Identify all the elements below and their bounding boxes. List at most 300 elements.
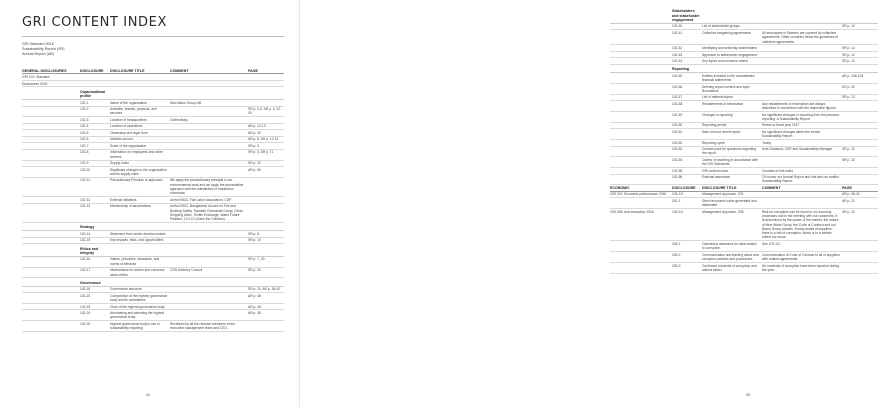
standard-cell: [22, 178, 80, 195]
comment-cell: [170, 75, 248, 79]
disclosure-cell: 102-8: [80, 150, 89, 155]
comment-cell: [762, 9, 842, 22]
standard-cell: [610, 253, 672, 262]
comment-cell: [170, 82, 248, 86]
left-page: [0, 0, 300, 407]
comment-cell: [762, 59, 842, 63]
standard-cell: [22, 305, 80, 309]
standard-cell: [22, 294, 80, 303]
comment-cell: [762, 192, 842, 196]
meta-line: Sustainability Report (SR): [22, 47, 65, 52]
page-number: 35: [746, 393, 751, 397]
page-cell: SR p. 2-5, AR p. 4, 12-30: [248, 107, 282, 116]
title-cell: Location of operations: [110, 124, 143, 129]
standard-cell: [22, 232, 80, 236]
disclosure-cell: 102-53: [672, 147, 683, 152]
table-row: [22, 178, 284, 197]
title-cell: Composition of the highest governance body and its committees: [110, 293, 168, 303]
disclosure-cell: 102-13: [80, 204, 91, 209]
page-cell: AR p. 38: [248, 311, 261, 316]
standard-cell: [610, 158, 672, 167]
comment-cell: Axel Granlund, CSR and Sustainability Manager: [762, 147, 833, 152]
page-cell: [842, 242, 878, 251]
page-cell: [248, 82, 284, 86]
title-cell: External assurance: [702, 175, 731, 180]
standard-cell: [22, 144, 80, 148]
standard-cell: [22, 101, 80, 105]
page-cell: SR p. 12: [842, 46, 855, 51]
title-cell: DISCLOSURE TITLE: [110, 68, 145, 73]
standard-cell: [22, 257, 80, 266]
disclosure-cell: 103-1/2: [672, 192, 684, 197]
title-cell: [702, 9, 762, 22]
comment-cell: Amfori BSCI, Fair Labor Association, CDP: [170, 197, 232, 202]
standard-cell: [610, 169, 672, 173]
disclosure-cell: 205-2: [672, 252, 681, 257]
standard-cell: [22, 204, 80, 221]
title-cell: Management Approach, 201: [702, 192, 744, 197]
page-cell: [248, 75, 284, 79]
comment-cell: Yearly: [762, 140, 772, 145]
comment-cell: [170, 281, 248, 285]
table-row: [22, 293, 284, 304]
title-cell: [702, 67, 762, 71]
page-cell: [248, 322, 284, 331]
title-cell: Identifying and selecting stakeholders: [702, 46, 757, 51]
disclosure-cell: 102-55: [672, 168, 683, 173]
standard-cell: [610, 264, 672, 273]
table-row: [610, 112, 878, 123]
section-heading-row: [22, 278, 284, 286]
page-cell: SR p. 32: [842, 147, 855, 152]
disclosure-cell: [80, 82, 110, 86]
standard-cell: [22, 247, 80, 256]
page-cell: AR p. 48: [248, 293, 261, 298]
disclosure-cell: DISCLOSURE: [80, 68, 104, 73]
page-cell: AR p. 48: [248, 304, 261, 309]
comment-cell: [762, 24, 842, 28]
comment-cell: [170, 305, 248, 309]
page-cell: SR p. 20: [842, 209, 855, 214]
table-row: [610, 157, 878, 168]
disclosure-cell: 102-48: [672, 101, 683, 106]
title-cell: Communication and training about anti-corruption policies and procedures: [702, 252, 760, 262]
title-cell: Chair of the highest governance body: [110, 304, 165, 309]
comment-cell: All employees in Sweden are covered by collective agreements. Other countries follow the guidelines of collective agreements.: [762, 30, 839, 44]
page-cell: AR p. 12-13: [248, 124, 266, 129]
page-cell: [248, 247, 284, 256]
disclosure-cell: 102-3: [80, 117, 89, 122]
page-cell: [248, 118, 284, 122]
comment-cell: [170, 131, 248, 135]
standard-cell: [22, 168, 80, 177]
disclosure-cell: 102-15: [80, 238, 91, 243]
disclosure-cell: 102-18: [80, 287, 91, 292]
standard-cell: [22, 268, 80, 277]
disclosure-cell: 102-24: [80, 311, 91, 316]
comment-cell: [762, 199, 842, 208]
title-cell: [110, 281, 170, 285]
disclosure-cell: 102-10: [80, 167, 91, 172]
page-cell: SR p. 20: [248, 268, 261, 273]
comment-cell: Reviewed by all the relevant members of the executive management team and CEO.: [170, 321, 236, 331]
title-cell: Nominating and selecting the highest governance body: [110, 311, 165, 320]
comment-cell: [170, 137, 248, 141]
title-cell: Activities, brands, products, and services: [110, 107, 157, 116]
disclosure-cell: 102-46: [672, 84, 683, 89]
title-cell: Entities included in the consolidated financial statements: [702, 73, 755, 83]
general-disclosures-table: [22, 68, 284, 332]
disclosure-cell: 102-2: [80, 107, 89, 112]
disclosure-cell: 102-9: [80, 161, 89, 166]
disclosure-cell: 205-1: [672, 241, 681, 246]
disclosure-cell: 102-32: [80, 321, 91, 326]
title-cell: [110, 225, 170, 229]
page-cell: [248, 90, 284, 99]
disclosure-cell: 102-49: [672, 112, 683, 117]
title-cell: Name of the organisation: [110, 100, 147, 105]
standard-cell: [22, 225, 80, 229]
title-cell: Statement from senior decision-maker: [110, 231, 166, 236]
title-cell: Mechanisms for advice and concerns about ethics: [110, 268, 165, 277]
standard-cell: [610, 95, 672, 99]
standard-cell: [610, 130, 672, 139]
title-cell: Precautionary Principle or approach: [110, 178, 163, 183]
standard-cell: [22, 118, 80, 122]
comment-cell: [170, 247, 248, 256]
disclosure-cell: 102-43: [672, 52, 683, 57]
disclosure-cell: 102-56: [672, 175, 683, 180]
title-cell: Direct economic value generated and distributed: [702, 198, 757, 208]
comment-cell: [170, 257, 248, 266]
comment-cell: Risk for corruption can be found in our sourcing processes and in the meeting with our customers. It is determined by the power of the market, the nature of New Wave Group, the Code of Conduct and our Board Group policies. During audits of suppliers there is a risk of corruption, which is to a certain extent our focus.: [762, 209, 839, 240]
standard-cell: ECONOMIC: [610, 185, 630, 190]
page-cell: SR p. 10: [248, 238, 261, 243]
page-cell: AR p. 40: [248, 130, 261, 135]
comment-cell: Refers to fiscal year 2017: [762, 123, 800, 128]
title-cell: Values, principles, standards, and norms of behavior: [110, 257, 160, 266]
standard-cell: [22, 131, 80, 135]
standard-cell: [610, 199, 672, 208]
disclosure-cell: 102-12: [80, 197, 91, 202]
title-cell: Defining report content and topic Boundaries: [702, 84, 750, 93]
page-cell: [842, 141, 878, 145]
title-cell: Claims of reporting in accordance with the GRI Standards: [702, 157, 758, 167]
comment-cell: [762, 46, 842, 50]
disclosures-continued-table: [610, 7, 878, 274]
comment-cell: CSR Advisory Council: [170, 268, 203, 273]
section-heading-row: [610, 7, 878, 24]
page-cell: SR p. 32: [842, 84, 855, 89]
title-cell: Ownership and legal form: [110, 130, 148, 135]
standard-cell: [610, 59, 672, 63]
comment-cell: [170, 150, 248, 159]
comment-cell: [170, 225, 248, 229]
page-cell: [842, 264, 878, 273]
title-cell: Restatements of information: [702, 101, 744, 106]
table-row: [610, 101, 878, 112]
standard-cell: [610, 175, 672, 184]
page-cell: [248, 178, 284, 195]
page-cell: [842, 169, 878, 173]
disclosure-cell: 102-22: [80, 293, 91, 298]
standard-cell: [22, 198, 80, 202]
table-row: [610, 209, 878, 241]
standard-cell: [22, 281, 80, 285]
standard-cell: [610, 31, 672, 44]
page-cell: [248, 198, 284, 202]
report-abbreviations: [22, 42, 64, 58]
table-row: [610, 252, 878, 263]
standard-cell: [610, 24, 672, 28]
title-cell: Key topics and concerns raised: [702, 59, 748, 63]
comment-cell: No significant changes in reporting from the previous reporting. A Sustainability Report.: [762, 112, 839, 121]
title-cell: Management Approach, 205: [702, 209, 744, 214]
table-row: [22, 204, 284, 223]
standard-cell: [22, 124, 80, 128]
comment-cell: No incidents of corruption have been reported during the year.: [762, 263, 839, 272]
title-cell: Contact point for questions regarding the report: [702, 147, 757, 156]
title-cell: Reporting cycle: [702, 140, 725, 145]
standard-cell: GRI 205: Anti-corruption 2016: [610, 209, 654, 214]
disclosure-cell: Reporting: [672, 67, 689, 72]
page-cell: AR p. 36-42: [842, 192, 860, 197]
table-row: [610, 147, 878, 158]
standard-cell: [610, 102, 672, 111]
comment-cell: [762, 67, 842, 71]
standard-cell: [610, 53, 672, 57]
page-number: 34: [146, 393, 151, 397]
page-cell: SR p. 3, AR p. 71: [248, 150, 274, 155]
comment-cell: [170, 107, 248, 116]
title-cell: Scale of the organization: [110, 143, 147, 148]
page-cell: SR p. 12: [842, 24, 855, 29]
standard-cell: [610, 74, 672, 83]
comment-cell: COMMENT: [762, 185, 781, 190]
comment-cell: [170, 294, 248, 303]
table-row: [22, 310, 284, 321]
comment-cell: [762, 95, 842, 99]
title-cell: Approach to stakeholder engagement: [702, 52, 757, 57]
disclosure-cell: Ethics and integrity: [80, 246, 99, 255]
comment-cell: COMMENT: [170, 68, 189, 73]
disclosure-cell: 102-44: [672, 59, 683, 63]
title-cell: [110, 247, 170, 256]
comment-cell: [170, 124, 248, 128]
table-row: [610, 73, 878, 84]
standard-cell: GRI 201: Economic performance 2016: [610, 192, 667, 197]
title-cell: Key impacts, risks, and opportunities: [110, 238, 164, 243]
comment-cell: Of course our Annual Report and has also an auditor Sustainability Report.: [762, 175, 839, 184]
meta-line: GRI Standard 2016: [22, 42, 54, 46]
comment-cell: Consists of this index: [762, 168, 794, 173]
page-cell: [842, 175, 878, 184]
title-cell: Reporting period: [702, 123, 727, 128]
title-cell: Significant changes to the organization and its supply chain: [110, 167, 167, 176]
disclosure-cell: 102-1: [80, 100, 89, 105]
disclosure-cell: 102-11: [80, 178, 91, 183]
disclosure-cell: Governance: [80, 280, 101, 285]
comment-cell: [170, 287, 248, 291]
disclosure-cell: 201-1: [672, 198, 681, 203]
table-row: [22, 268, 284, 279]
page-cell: [842, 31, 878, 44]
disclosure-cell: 102-45: [672, 73, 683, 78]
standard-cell: [610, 9, 672, 22]
page-cell: [842, 113, 878, 122]
title-cell: Location of headquarters: [110, 117, 147, 122]
standard-cell: [22, 238, 80, 242]
title-cell: Changes in reporting: [702, 112, 733, 117]
page-cell: [842, 253, 878, 262]
page-cell: [248, 204, 284, 221]
title-cell: Collective bargaining agreements: [702, 30, 751, 35]
standard-cell: GRI 102: Standard: [22, 75, 50, 80]
table-row: [610, 84, 878, 95]
page-cell: SR p. 12: [842, 95, 855, 100]
comment-cell: [170, 238, 248, 242]
section-heading-row: [22, 87, 284, 100]
disclosure-cell: [80, 75, 110, 79]
title-cell: [110, 82, 170, 86]
title-cell: List of stakeholder groups: [702, 24, 740, 29]
title-cell: [110, 90, 170, 99]
disclosure-cell: 205-3: [672, 263, 681, 268]
page-cell: [248, 101, 284, 105]
standard-cell: [22, 287, 80, 291]
table-row: [22, 257, 284, 268]
title-cell: List of material topics: [702, 95, 733, 100]
title-cell: Date of most recent report: [702, 129, 741, 134]
page-cell: SR p. 7, 20: [248, 257, 265, 262]
section-heading-row: [22, 244, 284, 257]
standard-cell: [610, 123, 672, 127]
comment-cell: See 103-1/2: [762, 241, 780, 246]
disclosure-cell: 102-5: [80, 130, 89, 135]
comment-cell: [762, 53, 842, 57]
comment-cell: Gothenburg: [170, 117, 188, 122]
comment-cell: No significant changes within the former Sustainability Report.: [762, 129, 821, 139]
page-cell: [248, 281, 284, 285]
table-row: [610, 263, 878, 274]
standard-cell: [610, 46, 672, 50]
title-cell: Information on employees and other workers: [110, 150, 163, 159]
disclosure-cell: 102-54: [672, 157, 683, 162]
disclosure-cell: DISCLOSURE: [672, 185, 696, 190]
page-cell: SR p. 12: [842, 52, 855, 57]
title-cell: Highest governance body's role in sustainability reporting: [110, 321, 160, 331]
comment-cell: [170, 232, 248, 236]
title-cell: GRI content index: [702, 168, 729, 173]
standard-cell: GENERAL DISCLOSURES: [22, 68, 67, 73]
disclosure-cell: Stakeholders and stakeholder engagement: [672, 9, 700, 22]
standard-cell: [22, 90, 80, 99]
disclosure-cell: 102-52: [672, 140, 683, 145]
page-cell: SR p. 32: [842, 157, 855, 162]
table-row: [610, 241, 878, 252]
standard-cell: [22, 107, 80, 116]
standard-cell: [22, 161, 80, 165]
title-divider: [22, 36, 284, 37]
comment-cell: Any restatements of information are always described in connection with the respective figures.: [762, 101, 837, 111]
disclosure-cell: 102-47: [672, 95, 683, 100]
comment-cell: [170, 311, 248, 320]
comment-cell: [762, 158, 842, 167]
table-row: [610, 129, 878, 140]
table-row: [22, 321, 284, 332]
disclosure-cell: 102-14: [80, 231, 91, 236]
standard-cell: [22, 150, 80, 159]
page-cell: SR p. 20: [248, 161, 261, 166]
page-cell: PAGE: [248, 68, 258, 73]
disclosure-cell: Organisational profile: [80, 89, 106, 99]
table-row: [610, 175, 878, 186]
comment-cell: [170, 144, 248, 148]
page-cell: [842, 102, 878, 111]
comment-cell: We apply the precautionary principle in our environmental work and we apply the preventative approach with the substitution of hazardous chemicals.: [170, 178, 244, 196]
page-cell: [842, 9, 878, 22]
page-cell: SR p. 6: [248, 231, 259, 236]
page-cell: AR p. 21: [842, 198, 855, 203]
title-cell: Governance structure: [110, 287, 142, 292]
page-cell: AR p. 106-103: [842, 73, 864, 78]
disclosure-cell: 102-41: [672, 30, 683, 35]
page-cell: SR p. 12: [842, 59, 855, 63]
table-row: [22, 150, 284, 161]
disclosure-cell: 102-51: [672, 129, 683, 134]
page-title: GRI CONTENT INDEX: [22, 15, 167, 30]
comment-cell: [762, 74, 842, 83]
comment-cell: [170, 90, 248, 99]
disclosure-cell: 102-50: [672, 123, 683, 128]
title-cell: External initiatives: [110, 197, 137, 202]
disclosure-cell: Strategy: [80, 225, 95, 230]
disclosure-cell: 102-42: [672, 46, 683, 51]
standard-cell: [22, 137, 80, 141]
table-row: [22, 107, 284, 118]
page-cell: [248, 225, 284, 229]
page-cell: SR p. 20, AR p. 36-42: [248, 287, 281, 292]
title-cell: Markets served: [110, 137, 133, 142]
comment-cell: New Wave Group AB: [170, 100, 202, 105]
page-cell: PAGE: [842, 185, 852, 190]
disclosure-cell: 102-6: [80, 137, 89, 142]
title-cell: Operations assessed for risks related to corruption: [702, 241, 757, 251]
table-row: [22, 167, 284, 178]
page-cell: [842, 123, 878, 127]
standard-cell: [610, 85, 672, 94]
disclosure-cell: 102-23: [80, 304, 91, 309]
table-row: [610, 198, 878, 209]
disclosure-cell: 102-40: [672, 24, 683, 29]
title-cell: [110, 75, 170, 79]
page-cell: SR p. 3: [248, 143, 259, 148]
page-cell: AR p. 5, AR p. 12-13: [248, 137, 279, 142]
disclosure-cell: 102-7: [80, 143, 89, 148]
page-cell: AR p. 50: [248, 167, 261, 172]
title-cell: Membership of associations: [110, 204, 151, 209]
title-cell: Confirmed incidents of corruption and actions taken: [702, 263, 757, 272]
comment-cell: [762, 85, 842, 94]
standard-cell: Disclosures 2016: [22, 81, 48, 86]
title-cell: Supply chain: [110, 161, 129, 166]
section-heading-row: [610, 65, 878, 73]
standard-cell: [610, 113, 672, 122]
comment-cell: Amfori BSCI, Bangladesh Accord on Fire and Building Safety, Swedish Chemicals Group, Clean Shipping Index, Textile Exchange, Water Future Platform, CCI 2.0 (Save the Children).: [170, 204, 243, 222]
right-page: [300, 0, 864, 407]
standard-cell: [610, 242, 672, 251]
page-cell: [842, 67, 878, 71]
